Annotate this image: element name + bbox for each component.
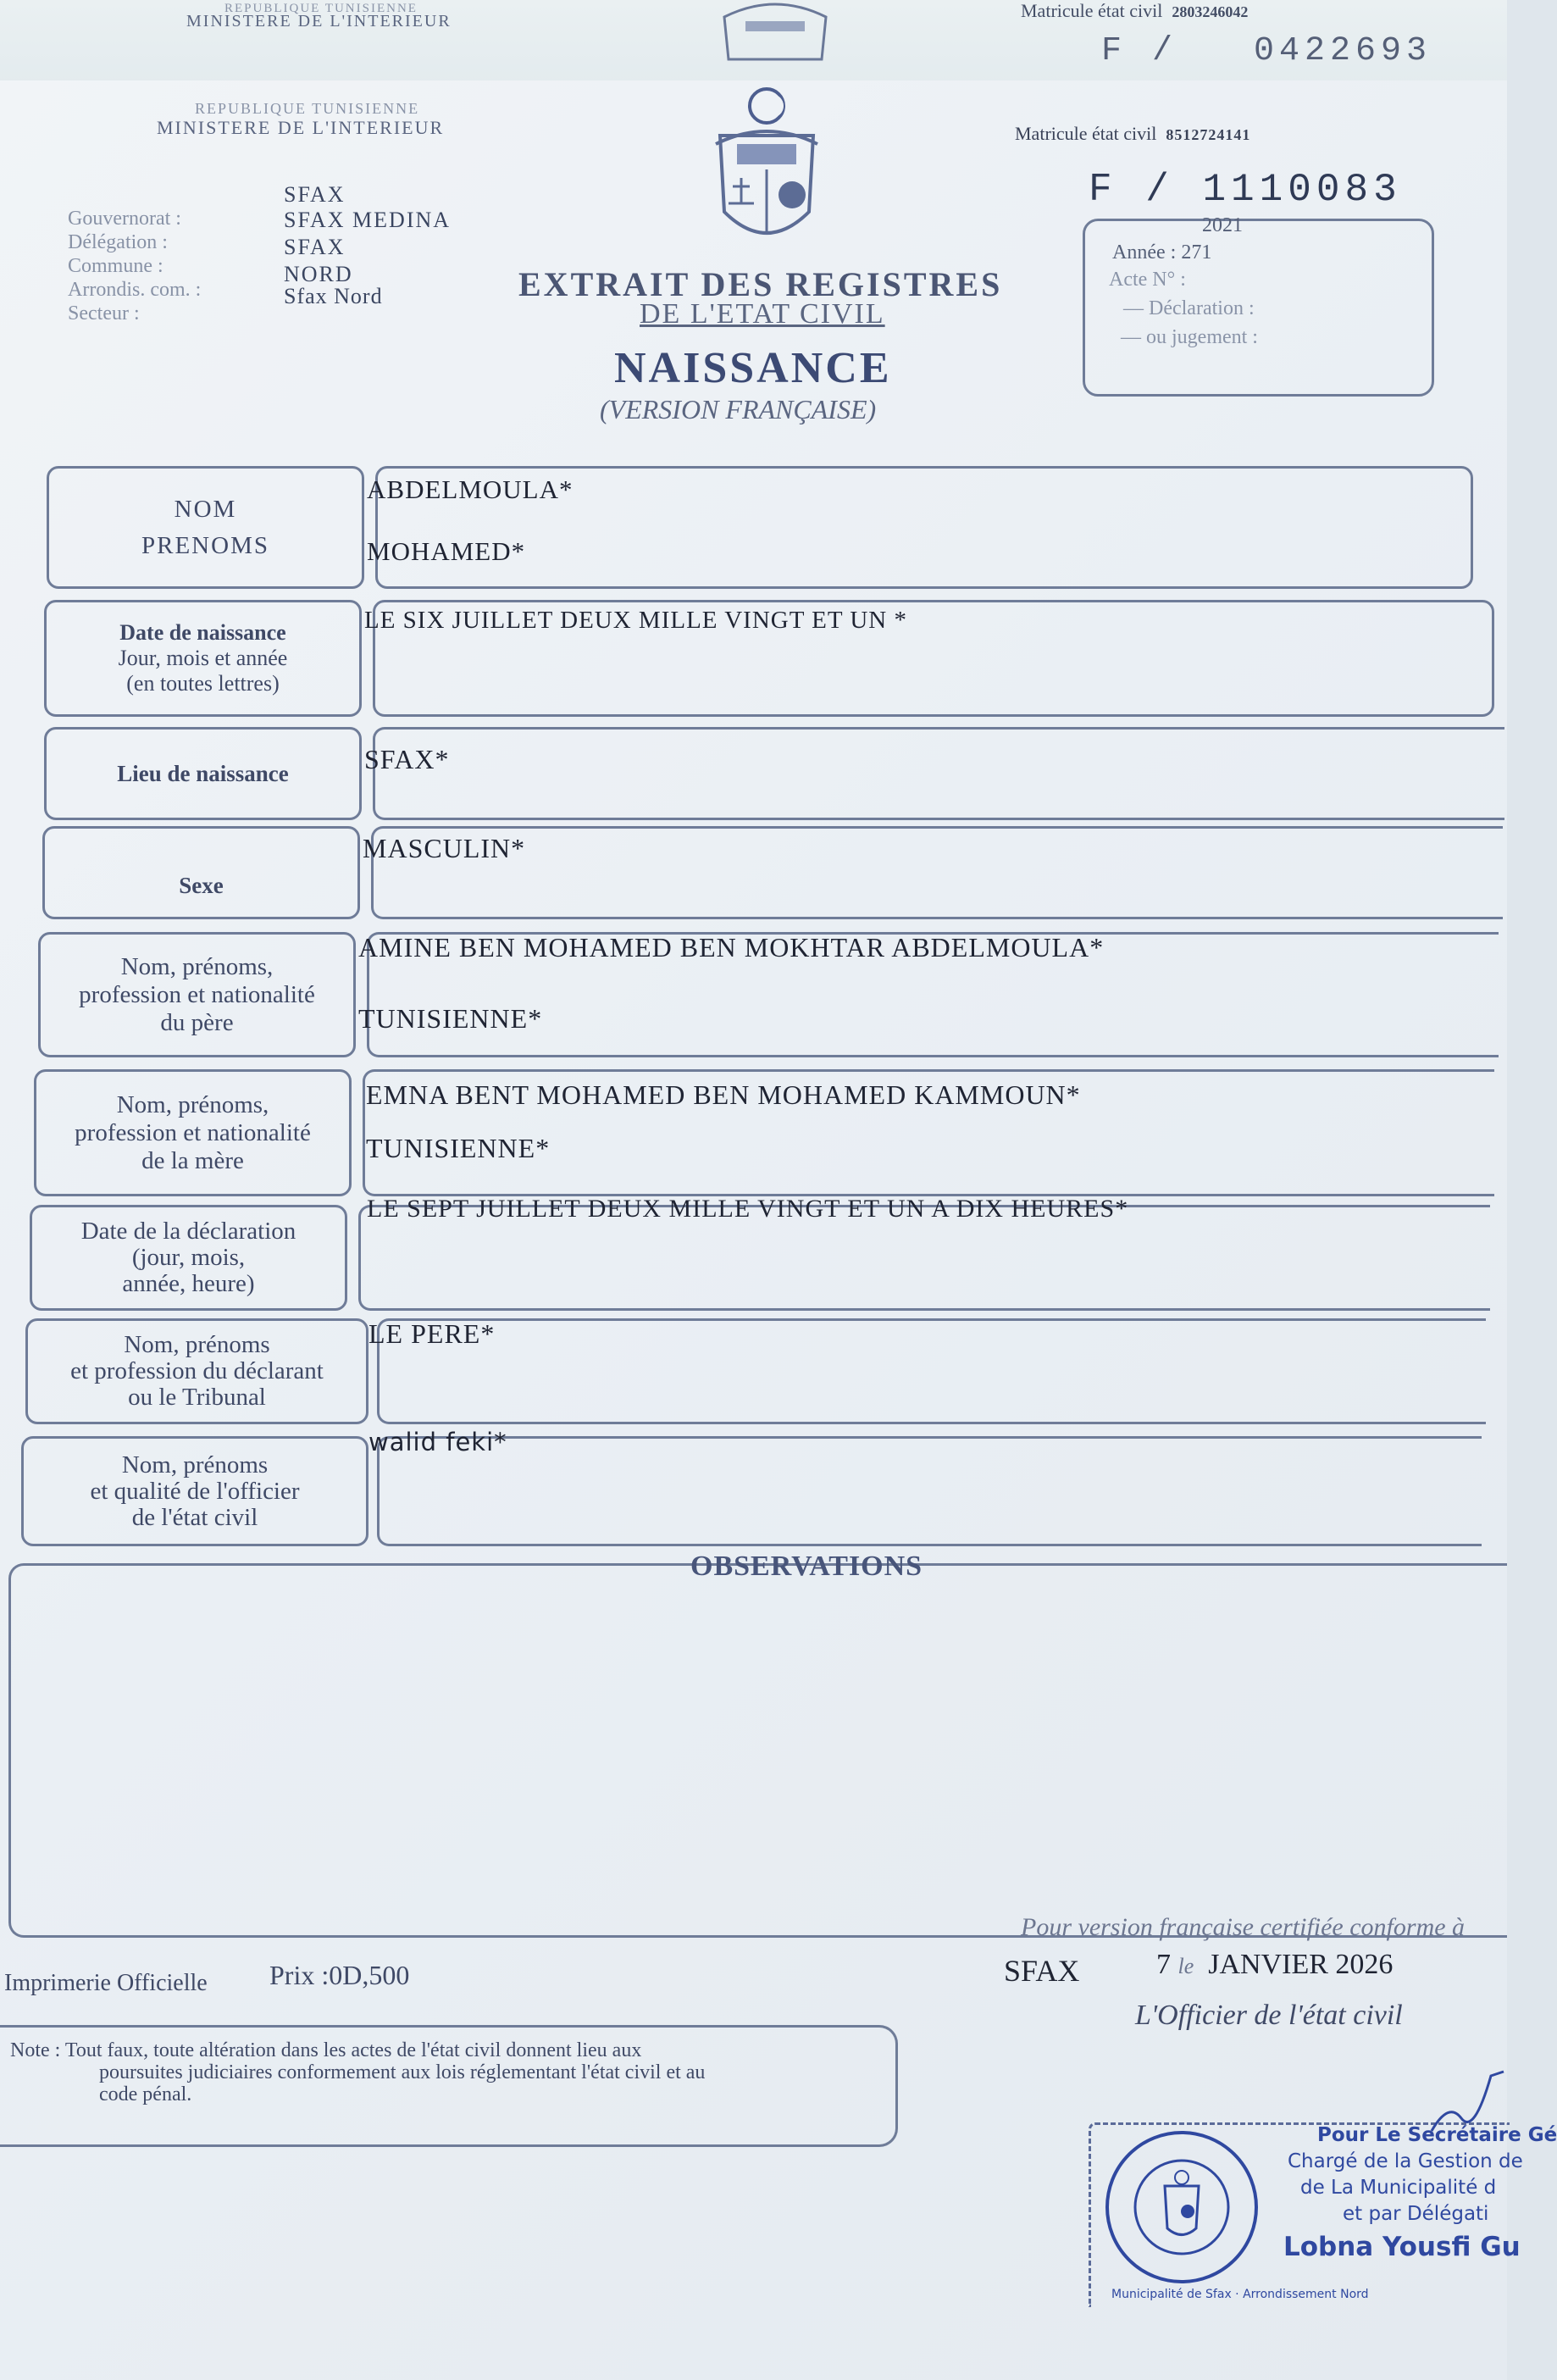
declarant-label-2: et profession du déclarant xyxy=(70,1357,324,1384)
observations-box xyxy=(8,1563,1507,1938)
declarant-label-1: Nom, prénoms xyxy=(124,1331,270,1358)
mere-label-2: profession et nationalité xyxy=(75,1118,311,1146)
lieu-naissance-value-box xyxy=(373,727,1504,820)
sexe-value: MASCULIN* xyxy=(363,833,526,863)
mere-nationalite-value: TUNISIENNE* xyxy=(366,1133,551,1163)
under-serial: F / 0422693 xyxy=(1101,32,1432,70)
annee-row: Année : 271 xyxy=(1112,241,1212,264)
title-naissance: NAISSANCE xyxy=(614,344,892,392)
serial-number: F / 1110083 xyxy=(1089,168,1402,212)
secteur-value: Sfax Nord xyxy=(284,284,383,308)
commune-value: SFAX xyxy=(284,235,346,259)
officier-label-3: de l'état civil xyxy=(131,1503,258,1531)
admin-labels xyxy=(68,207,201,325)
officier-value-box xyxy=(377,1436,1482,1546)
delegation-value: SFAX MEDINA xyxy=(284,208,452,232)
stamp-signer: Lobna Yousfi Gu xyxy=(1283,2232,1521,2262)
under-matricule: Matricule état civil 2803246042 xyxy=(1021,0,1249,21)
footer-date: 7 le JANVIER 2026 xyxy=(1156,1949,1394,1980)
date-declaration-value: LE SEPT JUILLET DEUX MILLE VINGT ET UN A DIX HEURES* xyxy=(367,1195,1129,1223)
officer-title: L'Officier de l'état civil xyxy=(1135,2000,1403,2031)
pere-label-1: Nom, prénoms, xyxy=(120,952,274,980)
pere-label-3: du père xyxy=(160,1008,234,1036)
admin-values xyxy=(284,182,451,309)
ministere-label: MINISTERE DE L'INTERIEUR xyxy=(157,117,445,138)
under-republique: REPUBLIQUE TUNISIENNE xyxy=(224,2,418,15)
date-naissance-label-1: Date de naissance xyxy=(119,620,286,645)
declarant-label xyxy=(25,1318,368,1424)
sexe-label: Sexe xyxy=(42,826,360,919)
acte-year: 2021 xyxy=(1202,214,1243,236)
row-mere xyxy=(34,1069,1494,1196)
observations-label: OBSERVATIONS xyxy=(690,1551,923,1582)
nom-label: NOM xyxy=(174,495,237,523)
gouvernorat-value: SFAX xyxy=(284,182,346,207)
under-coat-of-arms-icon xyxy=(716,0,834,66)
arrondissement-value: NORD xyxy=(284,262,353,286)
row-date-naissance xyxy=(44,600,1494,717)
note-line-3: code pénal. xyxy=(99,2083,192,2105)
delegation-label: Délégation : xyxy=(68,231,168,253)
note-line-2: poursuites judiciaires conformement aux lois réglementant l'état civil et au xyxy=(99,2061,706,2083)
acte-box xyxy=(1083,214,1434,397)
pere-nom-value: AMINE BEN MOHAMED BEN MOKHTAR ABDELMOULA* xyxy=(358,932,1105,963)
officier-label xyxy=(21,1436,368,1546)
row-nom-prenoms xyxy=(47,466,1473,589)
coat-of-arms-icon xyxy=(699,85,834,254)
secteur-label: Secteur : xyxy=(68,302,140,325)
matricule-etat-civil: Matricule état civil 8512724141 xyxy=(1015,123,1251,144)
date-declaration-label-3: année, heure) xyxy=(122,1270,255,1297)
sexe-value-box xyxy=(371,826,1503,919)
declaration-label: — Déclaration : xyxy=(1123,297,1255,319)
row-date-declaration xyxy=(30,1195,1490,1311)
row-declarant xyxy=(25,1318,1486,1424)
nom-value: ABDELMOULA* xyxy=(367,474,573,504)
officier-label-1: Nom, prénoms xyxy=(121,1451,269,1478)
underlying-sheet xyxy=(0,0,1507,85)
footer-city: SFAX xyxy=(1004,1954,1080,1988)
row-pere xyxy=(38,932,1499,1057)
jugement-label: — ou jugement : xyxy=(1121,326,1258,348)
imprimerie-label: Imprimerie Officielle xyxy=(4,1970,208,1996)
title-extrait: EXTRAIT DES REGISTRES xyxy=(518,265,1003,303)
pere-label-2: profession et nationalité xyxy=(79,980,315,1008)
declarant-value: LE PERE* xyxy=(368,1318,496,1349)
pere-label xyxy=(38,932,356,1057)
prenoms-label: PRENOMS xyxy=(141,531,269,559)
date-declaration-label-2: (jour, mois, xyxy=(131,1244,246,1271)
date-naissance-label-3: (en toutes lettres) xyxy=(126,671,280,696)
officier-label-2: et qualité de l'officier xyxy=(90,1477,300,1505)
stamp-line-4: et par Délégati xyxy=(1343,2203,1489,2225)
seal-ring-text: Municipalité de Sfax · Arrondissement Nord xyxy=(1111,2288,1369,2301)
nom-prenoms-label xyxy=(47,466,364,589)
acte-label: Acte N° : xyxy=(1109,269,1186,291)
declarant-label-3: ou le Tribunal xyxy=(128,1384,266,1411)
lieu-naissance-value: SFAX* xyxy=(364,744,450,774)
row-sexe xyxy=(42,826,1503,919)
mere-nom-value: EMNA BENT MOHAMED BEN MOHAMED KAMMOUN* xyxy=(366,1079,1081,1110)
date-declaration-label xyxy=(30,1205,347,1311)
prix: Prix :0D,500 xyxy=(269,1960,410,1990)
date-naissance-label xyxy=(44,600,362,717)
title-version: (VERSION FRANÇAISE) xyxy=(600,394,877,424)
commune-label: Commune : xyxy=(68,255,163,277)
lieu-naissance-label: Lieu de naissance xyxy=(44,727,362,820)
stamp-line-2: Chargé de la Gestion de xyxy=(1288,2150,1523,2172)
row-officier xyxy=(21,1428,1482,1546)
officier-value: walid feki* xyxy=(368,1428,507,1456)
title-etat-civil: DE L'ETAT CIVIL xyxy=(640,298,885,330)
prenoms-value: MOHAMED* xyxy=(367,536,526,566)
municipal-seal-icon xyxy=(1101,2127,1262,2288)
note-line-1: Note : Tout faux, toute altération dans les actes de l'état civil donnent lieu aux xyxy=(10,2039,642,2061)
row-lieu-naissance xyxy=(44,727,1504,820)
gouvernorat-label: Gouvernorat : xyxy=(68,208,181,230)
under-ministere: MINISTERE DE L'INTERIEUR xyxy=(186,12,452,31)
pere-nationalite-value: TUNISIENNE* xyxy=(358,1003,543,1034)
date-declaration-label-1: Date de la déclaration xyxy=(80,1218,296,1245)
mere-label-1: Nom, prénoms, xyxy=(116,1090,269,1118)
stamp-text-block xyxy=(1279,2122,1557,2261)
arrondissement-label: Arrondis. com. : xyxy=(68,279,202,301)
date-naissance-label-2: Jour, mois et année xyxy=(118,646,288,670)
certified-text: Pour version française certifiée conforme à xyxy=(1021,1913,1466,1941)
mere-label xyxy=(34,1069,352,1196)
stamp-line-1: Pour Le Secrétaire Gé xyxy=(1317,2124,1557,2146)
note-box xyxy=(0,2025,898,2147)
republique-label: REPUBLIQUE TUNISIENNE xyxy=(195,100,420,117)
date-naissance-value: LE SIX JUILLET DEUX MILLE VINGT ET UN * xyxy=(364,607,907,634)
declarant-value-box xyxy=(377,1318,1486,1424)
stamp-line-3: de La Municipalité d xyxy=(1300,2177,1497,2199)
mere-label-3: de la mère xyxy=(141,1146,244,1174)
